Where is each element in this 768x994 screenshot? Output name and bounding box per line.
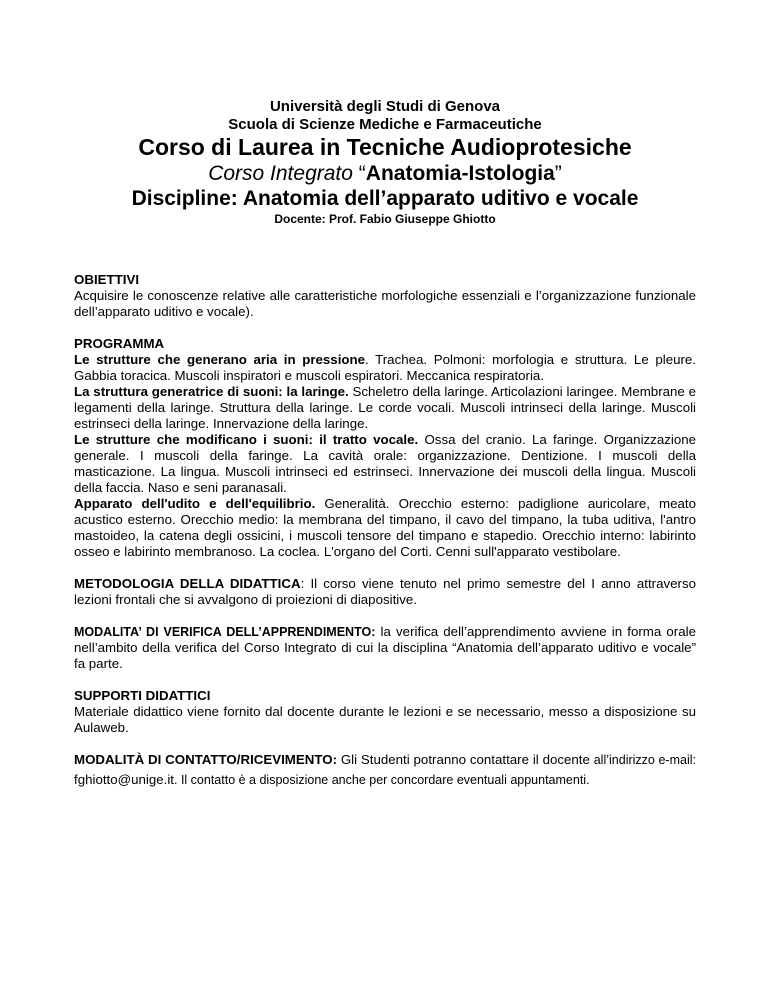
metodologia-section (74, 576, 696, 608)
obiettivi-text: Acquisire le conoscenze relative alle caratteristiche morfologiche essenziali e l’organizzazione funzionale dell’apparato uditivo e vocale). (74, 288, 696, 319)
integrated-course (74, 161, 696, 186)
integrated-name: Anatomia-Istologia (365, 162, 555, 185)
school-name: Scuola di Scienze Mediche e Farmaceutiche (228, 116, 542, 133)
obiettivi-heading: OBIETTIVI (74, 272, 140, 287)
programma-heading: PROGRAMMA (74, 336, 165, 351)
contatto-heading: MODALITÀ DI CONTATTO/RICEVIMENTO: (74, 752, 337, 767)
integrated-prefix: Corso Integrato (208, 162, 353, 185)
verifica-text: la verifica dell’apprendimento avviene in forma orale nell’ambito della verifica del Corso Integrato di cui la disciplina “Anatomia dell’apparato uditivo e vocale” fa parte. (74, 624, 696, 671)
contatto-email: fghiotto@unige.it (74, 772, 174, 787)
contatto-text: Gli Studenti potranno contattare il docente (337, 752, 594, 767)
integrated-close-quote: ” (554, 162, 562, 185)
programma-body (74, 352, 696, 560)
programma-item-text: Ossa del cranio. La faringe. Organizzazione generale. I muscoli della faringe. La cavità orale: organizzazione. Dentizione. I muscoli della masticazione. La lingua. Muscoli intrinseci ed estrinseci. Innervazione dei muscoli della lingua. Muscoli della faccia. Naso e seni paranasali. (74, 432, 697, 495)
discipline-title: Discipline: Anatomia dell’apparato uditivo e vocale (131, 187, 639, 210)
document-header (74, 98, 696, 227)
programma-item (74, 432, 696, 496)
metodologia-heading: METODOLOGIA DELLA DIDATTICA (74, 576, 301, 591)
programma-item-lead: Le strutture che generano aria in pressione (74, 352, 366, 367)
contatto-text-email-prefix: all’indirizzo e-mail: (593, 753, 696, 767)
document-page (74, 98, 696, 790)
supporti-heading: SUPPORTI DIDATTICI (74, 688, 211, 703)
programma-item-text: Scheletro della laringe. Articolazioni laringee. Membrane e legamenti della laringe. Struttura della laringe. Le corde vocali. Muscoli intrinseci della laringe. Muscoli estrinseci della laringe. Innervazione della laringe. (74, 384, 696, 431)
course-title: Corso di Laurea in Tecniche Audioprotesiche (138, 134, 632, 160)
metodologia-text: : Il corso viene tenuto nel primo semestre del I anno attraverso lezioni frontali che si avvalgono di proiezioni di diapositive. (74, 576, 696, 607)
programma-item (74, 384, 696, 432)
supporti-text: Materiale didattico viene fornito dal docente durante le lezioni e se necessario, messo a disposizione su Aulaweb. (74, 704, 696, 735)
contatto-section (74, 750, 696, 790)
programma-item (74, 352, 696, 384)
verifica-heading: MODALITA’ DI VERIFICA DELL’APPRENDIMENTO: (74, 625, 376, 639)
integrated-open-quote: “ (358, 162, 366, 185)
programma-item-lead: Apparato dell'udito e dell'equilibrio. (74, 496, 316, 511)
programma-item-text: . Trachea. Polmoni: morfologia e struttura. Le pleure. Gabbia toracica. Muscoli inspiratori e muscoli espiratori. Meccanica respiratoria. (74, 352, 697, 383)
programma-item-lead: Le strutture che modificano i suoni: il tratto vocale. (74, 432, 419, 447)
verifica-section (74, 624, 696, 672)
programma-item-text: Generalità. Orecchio esterno: padiglione auricolare, meato acustico esterno. Orecchio medio: la membrana del timpano, il cavo del timpano, la tuba uditiva, l'antro mastoideo, la catena degli ossicini, i muscoli tensore del timpano e stapedio. Orecchio interno: labirinto osseo e labirinto membranoso. La coclea. L'organo del Corti. Cenni sull'apparato vestibolare. (74, 496, 696, 559)
contatto-text-suffix: . Il contatto è a disposizione anche per concordare eventuali appuntamenti. (174, 773, 590, 787)
programma-item (74, 496, 696, 560)
university-name: Università degli Studi di Genova (269, 98, 501, 115)
programma-item-lead: La struttura generatrice di suoni: la laringe. (74, 384, 349, 399)
teacher-name: Docente: Prof. Fabio Giuseppe Ghiotto (274, 212, 496, 226)
